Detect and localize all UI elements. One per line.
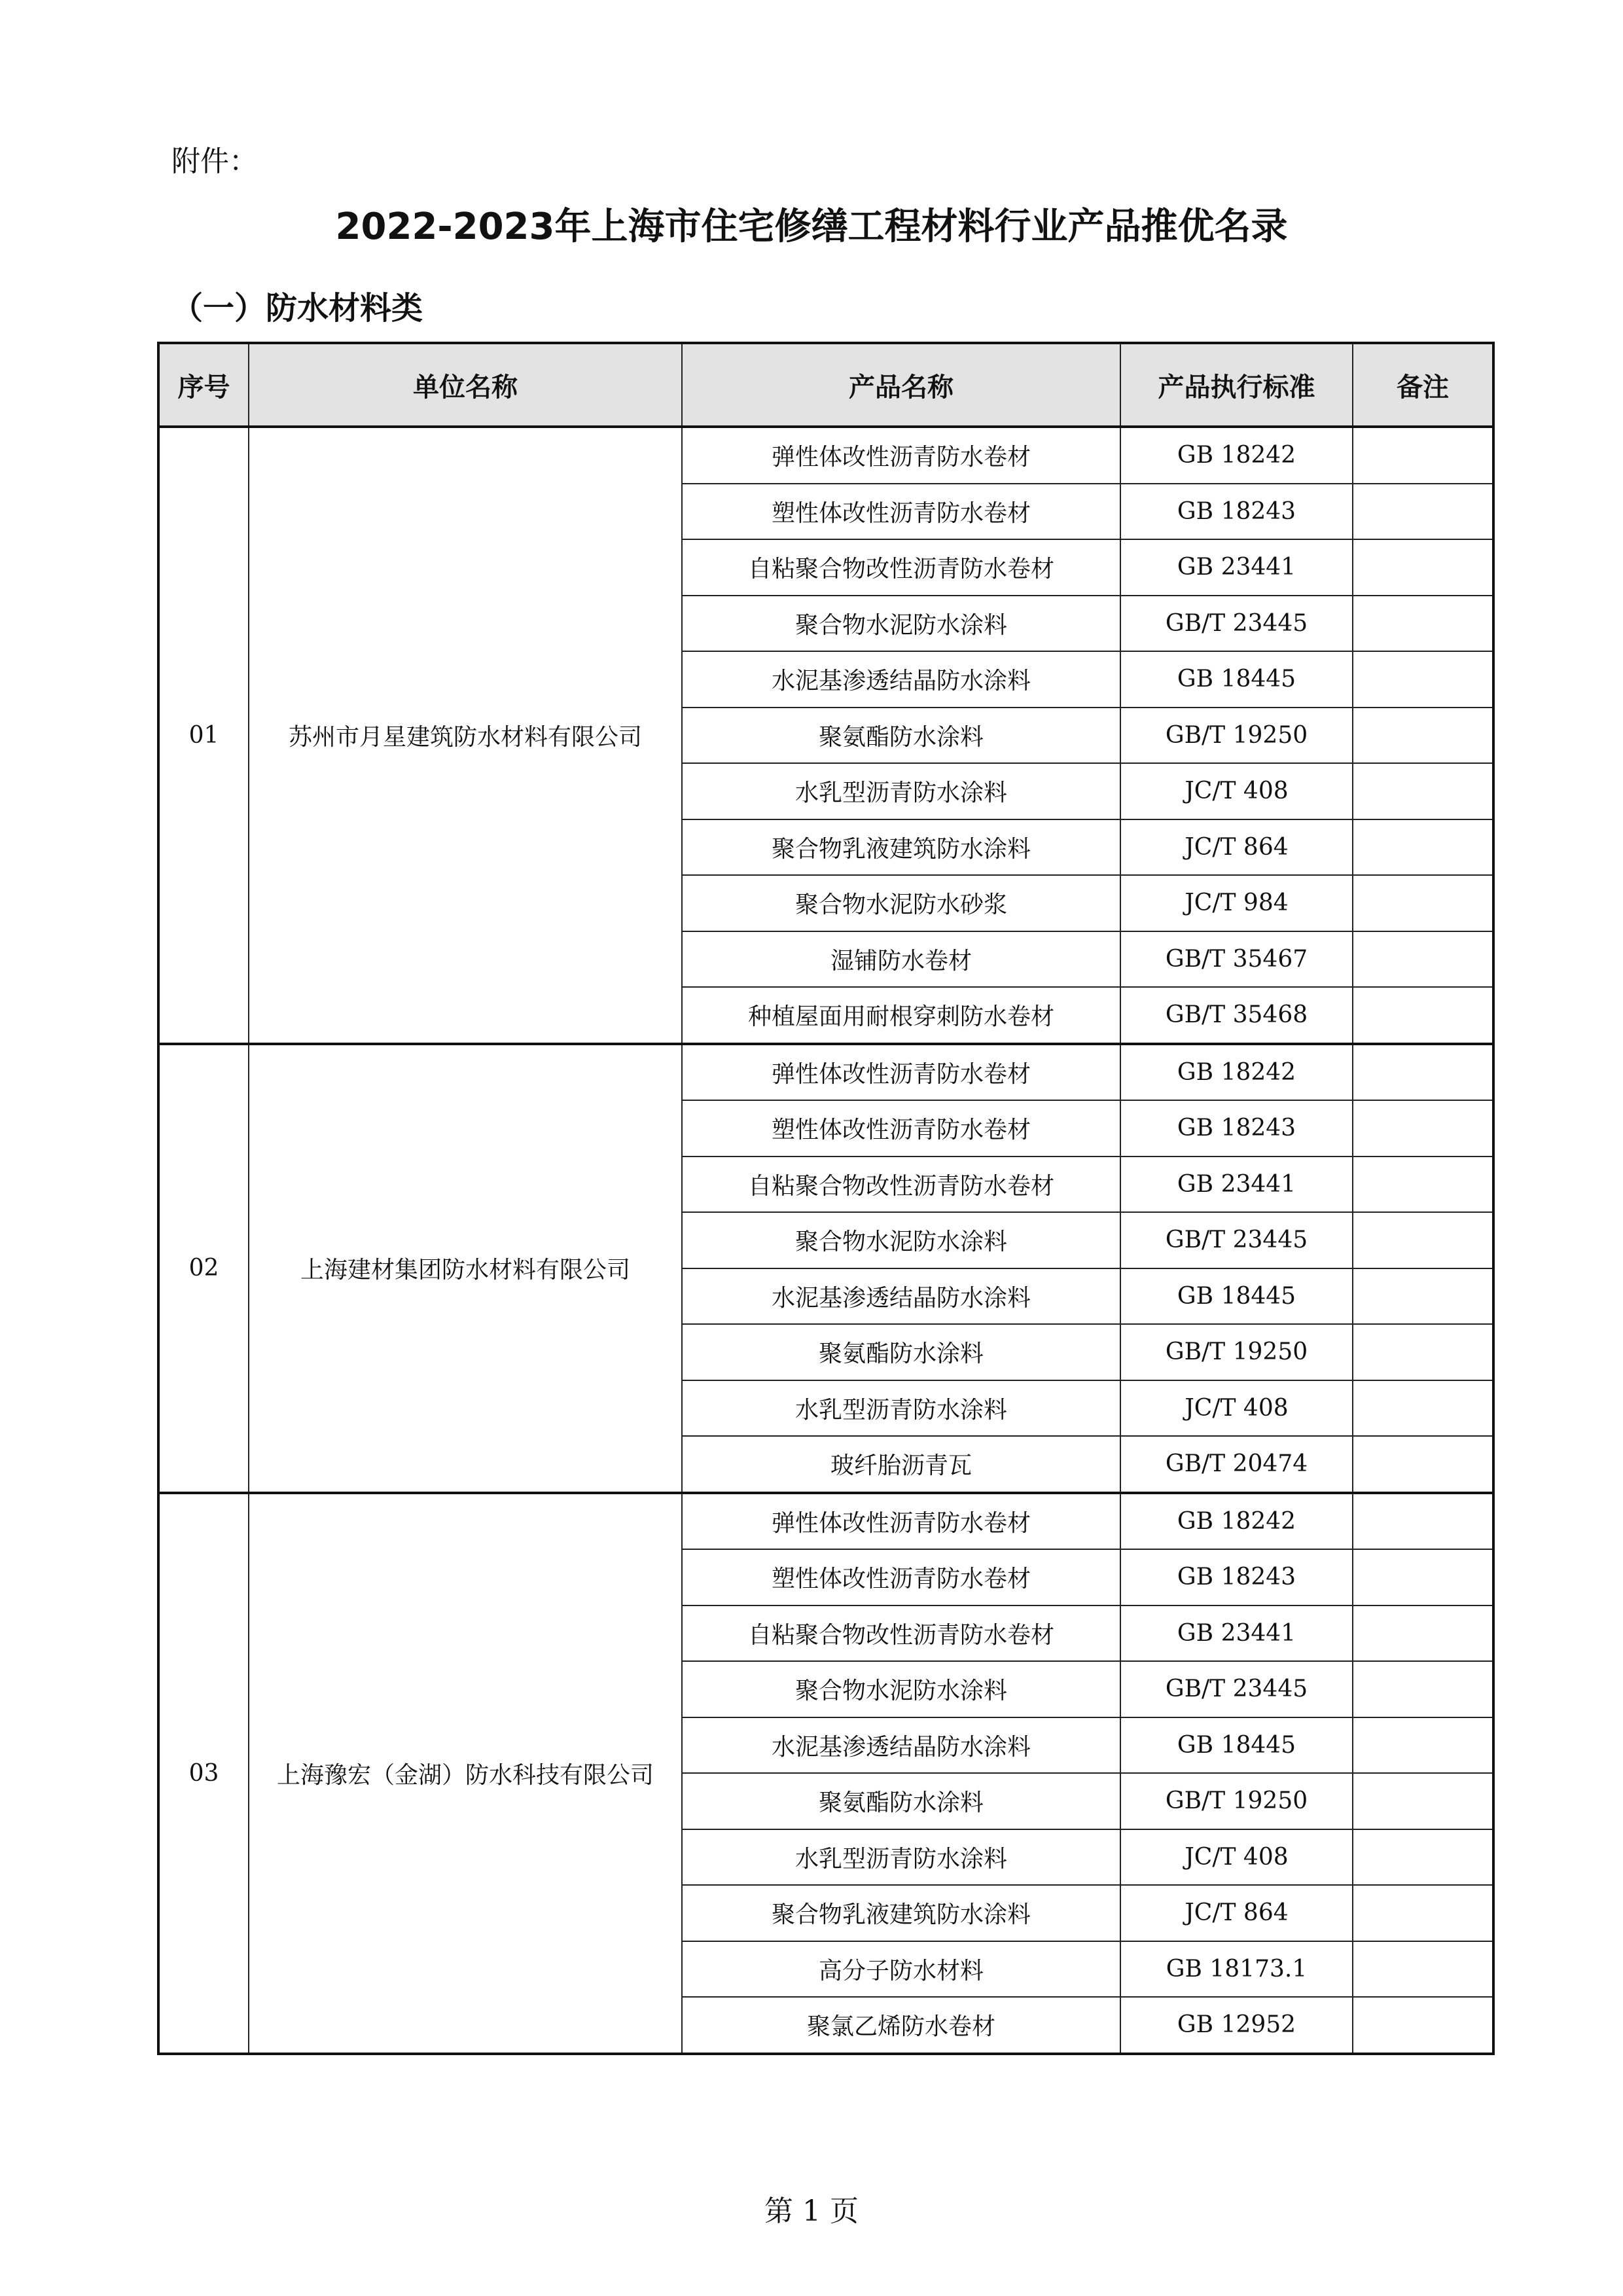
remarks-cell (1353, 1941, 1493, 1998)
remarks-cell (1353, 484, 1493, 540)
product-name-cell: 弹性体改性沥青防水卷材 (682, 427, 1120, 484)
remarks-cell (1353, 1493, 1493, 1550)
remarks-cell (1353, 1436, 1493, 1493)
product-name-cell: 湿铺防水卷材 (682, 931, 1120, 988)
remarks-cell (1353, 1549, 1493, 1605)
standard-cell: GB/T 23445 (1120, 1212, 1353, 1268)
remarks-cell (1353, 539, 1493, 596)
company-name-cell: 苏州市月星建筑防水材料有限公司 (249, 427, 682, 1044)
product-name-cell: 水乳型沥青防水涂料 (682, 1829, 1120, 1886)
remarks-cell (1353, 1997, 1493, 2054)
standard-cell: GB/T 23445 (1120, 596, 1353, 652)
remarks-cell (1353, 931, 1493, 988)
standard-cell: GB 18242 (1120, 1493, 1353, 1550)
company-name-cell: 上海建材集团防水材料有限公司 (249, 1044, 682, 1493)
standard-cell: GB 18243 (1120, 484, 1353, 540)
product-name-cell: 聚合物水泥防水涂料 (682, 1212, 1120, 1268)
header-remarks: 备注 (1353, 343, 1493, 427)
remarks-cell (1353, 1773, 1493, 1829)
standard-cell: JC/T 408 (1120, 763, 1353, 819)
product-name-cell: 高分子防水材料 (682, 1941, 1120, 1998)
table-row (158, 427, 1493, 484)
product-name-cell: 聚合物水泥防水砂浆 (682, 875, 1120, 931)
product-name-cell: 聚氨酯防水涂料 (682, 1324, 1120, 1380)
product-name-cell: 塑性体改性沥青防水卷材 (682, 484, 1120, 540)
product-name-cell: 玻纤胎沥青瓦 (682, 1436, 1120, 1493)
product-name-cell: 弹性体改性沥青防水卷材 (682, 1044, 1120, 1101)
standard-cell: GB/T 20474 (1120, 1436, 1353, 1493)
remarks-cell (1353, 987, 1493, 1044)
table-row (158, 1493, 1493, 1550)
product-name-cell: 塑性体改性沥青防水卷材 (682, 1549, 1120, 1605)
remarks-cell (1353, 819, 1493, 876)
remarks-cell (1353, 1717, 1493, 1774)
remarks-cell (1353, 1829, 1493, 1886)
product-name-cell: 聚合物乳液建筑防水涂料 (682, 1885, 1120, 1941)
remarks-cell (1353, 708, 1493, 764)
standard-cell: GB 18173.1 (1120, 1941, 1353, 1998)
product-name-cell: 聚合物乳液建筑防水涂料 (682, 819, 1120, 876)
product-name-cell: 自粘聚合物改性沥青防水卷材 (682, 1605, 1120, 1662)
remarks-cell (1353, 1044, 1493, 1101)
product-name-cell: 聚合物水泥防水涂料 (682, 1661, 1120, 1717)
standard-cell: JC/T 408 (1120, 1829, 1353, 1886)
product-name-cell: 水乳型沥青防水涂料 (682, 763, 1120, 819)
header-standard: 产品执行标准 (1120, 343, 1353, 427)
remarks-cell (1353, 1100, 1493, 1157)
remarks-cell (1353, 1268, 1493, 1325)
header-product-name: 产品名称 (682, 343, 1120, 427)
header-company-name: 单位名称 (249, 343, 682, 427)
product-name-cell: 种植屋面用耐根穿刺防水卷材 (682, 987, 1120, 1044)
remarks-cell (1353, 763, 1493, 819)
standard-cell: GB 23441 (1120, 1605, 1353, 1662)
table-body (158, 427, 1493, 2054)
product-name-cell: 水泥基渗透结晶防水涂料 (682, 651, 1120, 708)
standard-cell: GB/T 19250 (1120, 708, 1353, 764)
standard-cell: JC/T 984 (1120, 875, 1353, 931)
product-list-table (157, 342, 1495, 2055)
standard-cell: GB 18242 (1120, 427, 1353, 484)
header-serial-no: 序号 (158, 343, 249, 427)
standard-cell: GB/T 35468 (1120, 987, 1353, 1044)
remarks-cell (1353, 1605, 1493, 1662)
table-row (158, 1044, 1493, 1101)
standard-cell: GB 18445 (1120, 1268, 1353, 1325)
remarks-cell (1353, 1212, 1493, 1268)
section-heading: （一）防水材料类 (171, 290, 423, 327)
product-name-cell: 聚合物水泥防水涂料 (682, 596, 1120, 652)
remarks-cell (1353, 875, 1493, 931)
standard-cell: GB 23441 (1120, 1157, 1353, 1213)
product-name-cell: 聚氨酯防水涂料 (682, 1773, 1120, 1829)
attachment-label: 附件： (171, 145, 258, 178)
standard-cell: GB 18242 (1120, 1044, 1353, 1101)
remarks-cell (1353, 1885, 1493, 1941)
product-name-cell: 水乳型沥青防水涂料 (682, 1380, 1120, 1437)
serial-number-cell: 01 (158, 427, 249, 1044)
document-title: 2022-2023年上海市住宅修缮工程材料行业产品推优名录 (335, 206, 1288, 248)
product-name-cell: 弹性体改性沥青防水卷材 (682, 1493, 1120, 1550)
table-header (158, 343, 1493, 427)
page-number: 第 1 页 (764, 2195, 859, 2228)
standard-cell: GB/T 23445 (1120, 1661, 1353, 1717)
standard-cell: JC/T 864 (1120, 819, 1353, 876)
remarks-cell (1353, 651, 1493, 708)
remarks-cell (1353, 596, 1493, 652)
product-name-cell: 水泥基渗透结晶防水涂料 (682, 1268, 1120, 1325)
standard-cell: JC/T 408 (1120, 1380, 1353, 1437)
standard-cell: GB 12952 (1120, 1997, 1353, 2054)
remarks-cell (1353, 1324, 1493, 1380)
product-name-cell: 水泥基渗透结晶防水涂料 (682, 1717, 1120, 1774)
standard-cell: GB 23441 (1120, 539, 1353, 596)
standard-cell: GB 18445 (1120, 1717, 1353, 1774)
remarks-cell (1353, 1157, 1493, 1213)
remarks-cell (1353, 1661, 1493, 1717)
product-name-cell: 自粘聚合物改性沥青防水卷材 (682, 539, 1120, 596)
standard-cell: GB 18243 (1120, 1549, 1353, 1605)
standard-cell: GB/T 35467 (1120, 931, 1353, 988)
company-name-cell: 上海豫宏（金湖）防水科技有限公司 (249, 1493, 682, 2054)
standard-cell: GB/T 19250 (1120, 1324, 1353, 1380)
product-name-cell: 塑性体改性沥青防水卷材 (682, 1100, 1120, 1157)
standard-cell: GB 18243 (1120, 1100, 1353, 1157)
serial-number-cell: 02 (158, 1044, 249, 1493)
remarks-cell (1353, 1380, 1493, 1437)
product-name-cell: 自粘聚合物改性沥青防水卷材 (682, 1157, 1120, 1213)
product-name-cell: 聚氨酯防水涂料 (682, 708, 1120, 764)
header-row (158, 343, 1493, 427)
standard-cell: JC/T 864 (1120, 1885, 1353, 1941)
standard-cell: GB 18445 (1120, 651, 1353, 708)
remarks-cell (1353, 427, 1493, 484)
product-name-cell: 聚氯乙烯防水卷材 (682, 1997, 1120, 2054)
serial-number-cell: 03 (158, 1493, 249, 2054)
standard-cell: GB/T 19250 (1120, 1773, 1353, 1829)
